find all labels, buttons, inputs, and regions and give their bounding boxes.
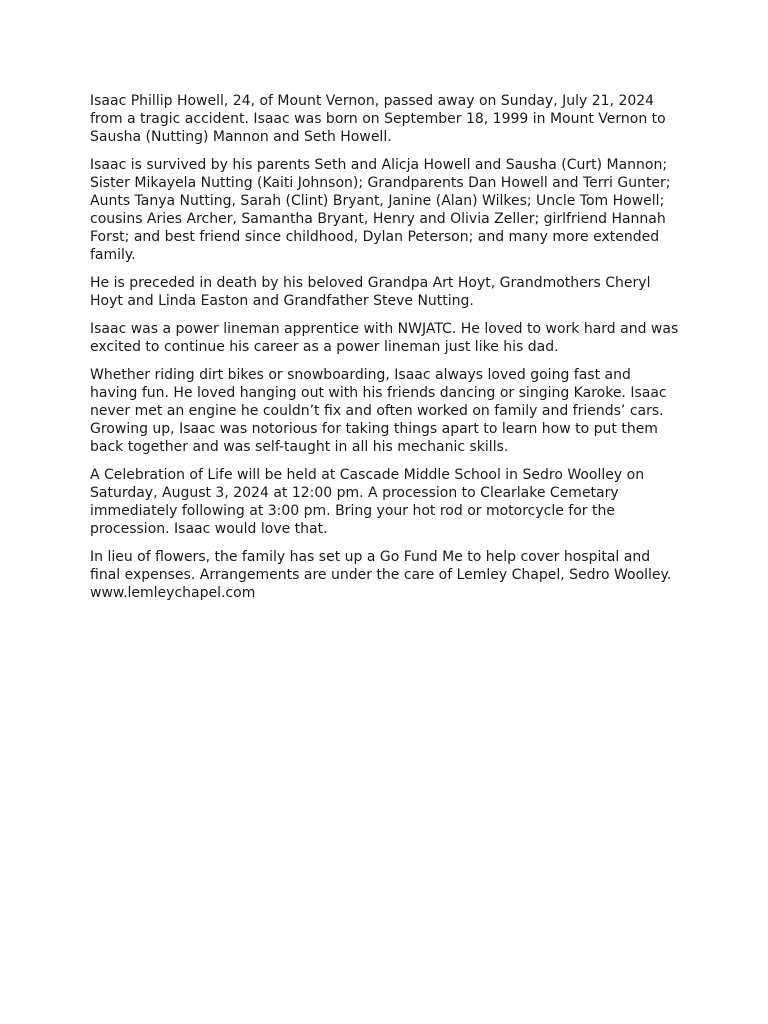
obituary-text: [90, 92, 682, 612]
paragraph-survivors: Isaac is survived by his parents Seth and Alicja Howell and Sausha (Curt) Mannon; Sister Mikayela Nutting (Kaiti Johnson); Grandparents Dan Howell and Terri Gunter; Aunts Tanya Nutting, Sarah (Clint) Bryant, Janine (Alan) Wilkes; Uncle Tom Howell; cousins Aries Archer, Samantha Bryant, Henry and Olivia Zeller; girlfriend Hannah Forst; and best friend since childhood, Dylan Peterson; and many more extended family.: [90, 157, 671, 263]
paragraph-hobbies: Whether riding dirt bikes or snowboarding, Isaac always loved going fast and having fun. He loved hanging out with his friends dancing or singing Karoke. Isaac never met an engine he couldn’t fix and often worked on family and friends’ cars. Growing up, Isaac was notorious for taking things apart to learn how to put them back together and was self-taught in all his mechanic skills.: [90, 367, 667, 455]
paragraph-intro: Isaac Phillip Howell, 24, of Mount Vernon, passed away on Sunday, July 21, 2024 from a tragic accident. Isaac was born on September 18, 1999 in Mount Vernon to Sausha (Nutting) Mannon and Seth Howell.: [90, 93, 666, 145]
paragraph-career: Isaac was a power lineman apprentice with NWJATC. He loved to work hard and was excited to continue his career as a power lineman just like his dad.: [90, 321, 679, 355]
paragraph-service: A Celebration of Life will be held at Cascade Middle School in Sedro Woolley on Saturday, August 3, 2024 at 12:00 pm. A procession to Clearlake Cemetary immediately following at 3:00 pm. Bring your hot rod or motorcycle for the procession. Isaac would love that.: [90, 467, 645, 537]
paragraph-preceded: He is preceded in death by his beloved Grandpa Art Hoyt, Grandmothers Cheryl Hoyt and Linda Easton and Grandfather Steve Nutting.: [90, 275, 651, 309]
paragraph-arrangements: In lieu of flowers, the family has set up a Go Fund Me to help cover hospital and final expenses. Arrangements are under the care of Lemley Chapel, Sedro Woolley. www.lemleychapel.com: [90, 549, 672, 601]
